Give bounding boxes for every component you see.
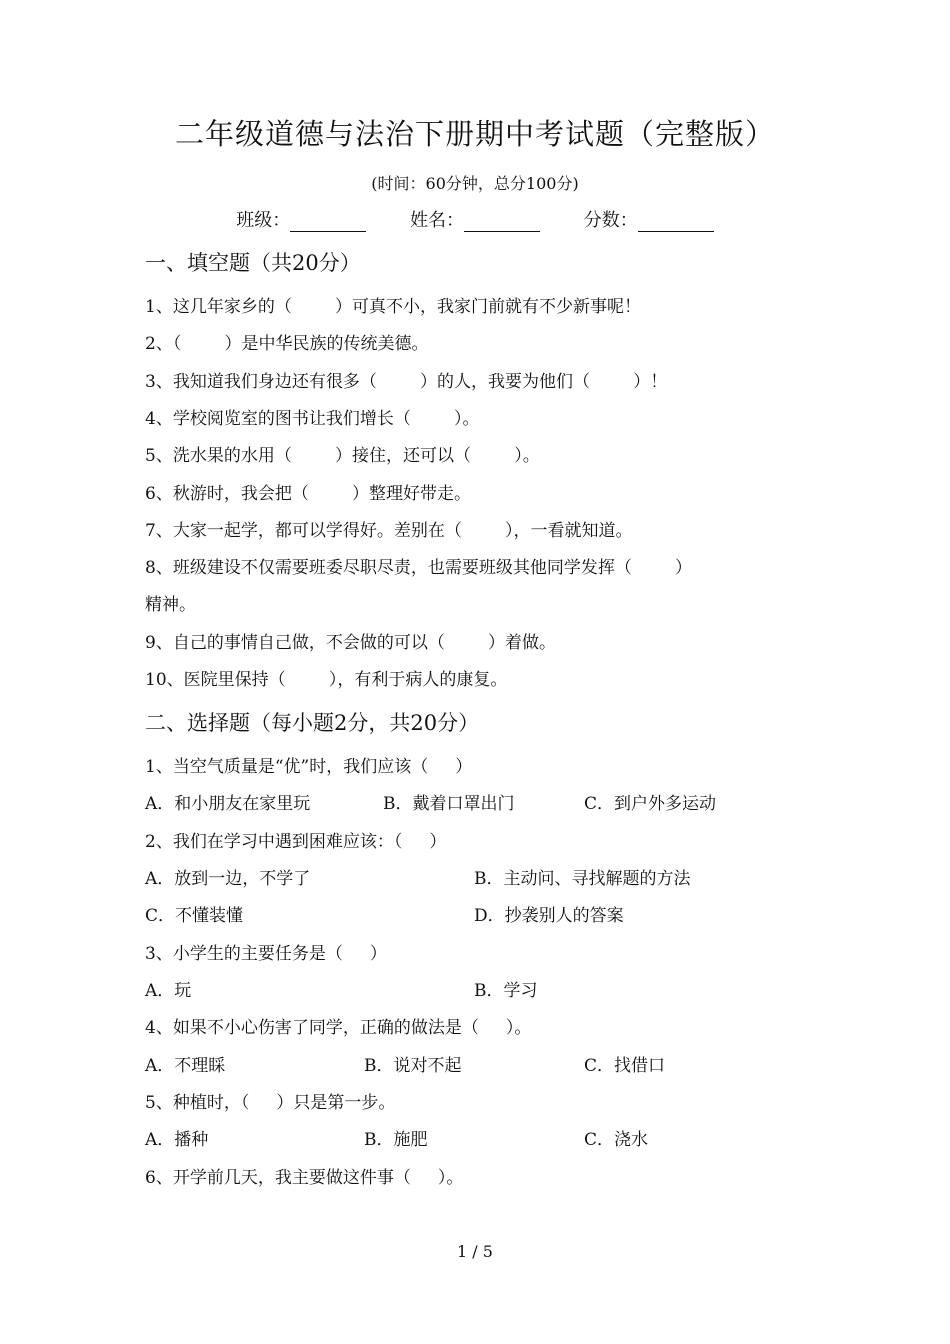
choice-question-1: 1、当空气质量是“优”时，我们应该（ ） xyxy=(145,757,473,777)
choice-question-4: 4、如果不小心伤害了同学，正确的做法是（ ）。 xyxy=(145,1018,532,1038)
name-blank xyxy=(464,211,540,232)
class-label: 班级： xyxy=(236,210,291,231)
choice-2-option-a: A．放到一边，不学了 xyxy=(145,869,311,889)
choice-1-option-b: B．戴着口罩出门 xyxy=(383,794,515,814)
page-number: 1 / 5 xyxy=(457,1242,493,1261)
fill-question-6: 6、秋游时，我会把（ ）整理好带走。 xyxy=(145,484,472,504)
choice-5-option-a: A．播种 xyxy=(145,1130,209,1150)
choice-3-option-a: A．玩 xyxy=(145,981,192,1001)
choice-question-2: 2、我们在学习中遇到困难应该：（ ） xyxy=(145,832,447,852)
student-info-row xyxy=(0,206,950,232)
choice-4-option-c: C．找借口 xyxy=(584,1056,666,1076)
fill-question-4: 4、学校阅览室的图书让我们增长（ ）。 xyxy=(145,409,480,429)
fill-question-1: 1、这几年家乡的（ ）可真不小，我家门前就有不少新事呢！ xyxy=(145,297,642,317)
choice-4-option-b: B．说对不起 xyxy=(364,1056,462,1076)
choice-4-option-a: A．不理睬 xyxy=(145,1056,226,1076)
choice-5-option-b: B．施肥 xyxy=(364,1130,428,1150)
fill-question-7: 7、大家一起学，都可以学得好。差别在（ ），一看就知道。 xyxy=(145,521,633,541)
choice-2-option-b: B．主动问、寻找解题的方法 xyxy=(474,869,691,889)
choice-3-option-b: B．学习 xyxy=(474,981,538,1001)
choice-1-option-a: A．和小朋友在家里玩 xyxy=(145,794,311,814)
class-blank xyxy=(290,211,366,232)
fill-question-8-continued: 精神。 xyxy=(145,595,196,615)
score-label: 分数： xyxy=(583,210,638,231)
choice-1-option-c: C．到户外多运动 xyxy=(584,794,717,814)
choice-question-5: 5、种植时，（ ）只是第一步。 xyxy=(145,1093,396,1113)
choice-2-option-d: D．抄袭别人的答案 xyxy=(474,906,624,926)
choice-5-option-c: C．浇水 xyxy=(584,1130,649,1150)
name-label: 姓名： xyxy=(410,210,464,231)
fill-question-3: 3、我知道我们身边还有很多（ ）的人，我要为他们（ ）！ xyxy=(145,372,668,392)
score-blank xyxy=(638,211,714,232)
choice-question-3: 3、小学生的主要任务是（ ） xyxy=(145,944,387,964)
choice-2-option-c: C．不懂装懂 xyxy=(145,906,244,926)
choice-question-6: 6、开学前几天，我主要做这件事（ ）。 xyxy=(145,1168,464,1188)
fill-question-9: 9、自己的事情自己做，不会做的可以（ ）着做。 xyxy=(145,633,557,653)
fill-question-2: 2、（ ）是中华民族的传统美德。 xyxy=(145,334,429,354)
section-fill-in-heading: 一、填空题（共20分） xyxy=(145,251,361,275)
exam-time-info: (时间：60分钟，总分100分) xyxy=(371,174,579,193)
page-title: 二年级道德与法治下册期中考试题（完整版） xyxy=(174,117,775,151)
fill-question-8: 8、班级建设不仅需要班委尽职尽责，也需要班级其他同学发挥（ ） xyxy=(145,558,693,578)
fill-question-5: 5、洗水果的水用（ ）接住，还可以（ ）。 xyxy=(145,446,540,466)
section-choice-heading: 二、选择题（每小题2分，共20分） xyxy=(145,711,480,735)
fill-question-10: 10、医院里保持（ ），有利于病人的康复。 xyxy=(145,670,508,690)
